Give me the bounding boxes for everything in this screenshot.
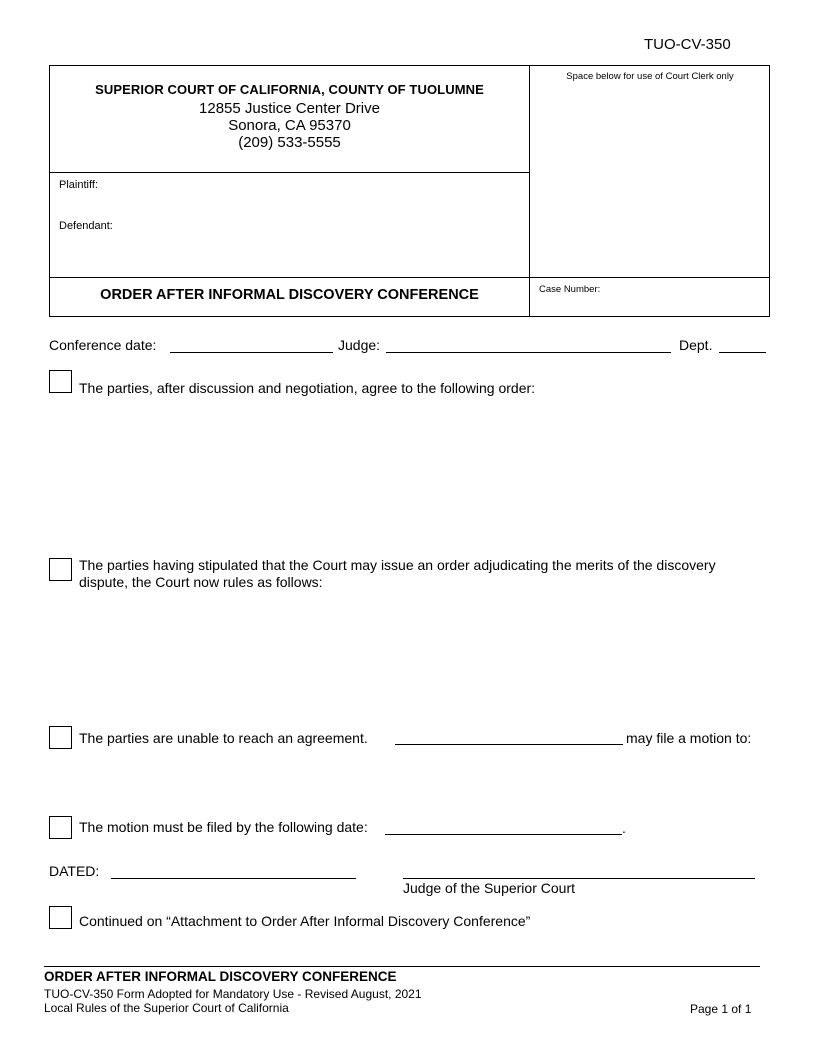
horizontal-divider-title: [50, 277, 770, 278]
caption-box: [49, 65, 770, 317]
unable-text: The parties are unable to reach an agreement.: [79, 730, 368, 746]
court-info: [50, 82, 529, 151]
unable-suffix-text: may file a motion to:: [626, 730, 752, 746]
horizontal-divider-court: [50, 172, 530, 173]
judge-signature-label: Judge of the Superior Court: [403, 880, 575, 896]
court-name: SUPERIOR COURT OF CALIFORNIA, COUNTY OF TUOLUMNE: [95, 82, 484, 97]
footer-title: ORDER AFTER INFORMAL DISCOVERY CONFERENCE: [44, 969, 397, 984]
plaintiff-label: Plaintiff:: [59, 179, 98, 191]
stipulated-text-line1: The parties having stipulated that the Court may issue an order adjudicating the merits of the discovery: [79, 557, 716, 573]
footer-divider: [44, 966, 760, 967]
document-title: ORDER AFTER INFORMAL DISCOVERY CONFERENCE: [100, 287, 479, 303]
stipulated-text-line2: dispute, the Court now rules as follows:: [79, 574, 323, 590]
page-number: Page 1 of 1: [690, 1002, 752, 1016]
judge-label: Judge:: [338, 337, 381, 353]
court-address-line1: 12855 Justice Center Drive: [199, 100, 380, 117]
footer-local-rules: Local Rules of the Superior Court of California: [44, 1001, 289, 1015]
motion-deadline-field[interactable]: [385, 834, 622, 835]
court-phone: (209) 533-5555: [238, 134, 341, 151]
vertical-divider: [529, 66, 530, 316]
unable-checkbox[interactable]: [49, 726, 72, 749]
clerk-note: Space below for use of Court Clerk only: [566, 71, 734, 82]
defendant-label: Defendant:: [59, 220, 113, 232]
judge-field[interactable]: [386, 352, 671, 353]
conference-date-field[interactable]: [170, 352, 333, 353]
form-id: TUO-CV-350: [644, 36, 731, 53]
motion-deadline-checkbox[interactable]: [49, 816, 72, 839]
footer-form-info: TUO-CV-350 Form Adopted for Mandatory Use - Revised August, 2021: [44, 987, 422, 1001]
case-number-label: Case Number:: [539, 284, 601, 295]
agree-checkbox[interactable]: [49, 370, 72, 393]
stipulated-checkbox[interactable]: [49, 558, 72, 581]
motion-deadline-text: The motion must be filed by the following date:: [79, 819, 368, 835]
continued-checkbox[interactable]: [49, 906, 72, 929]
continued-text: Continued on “Attachment to Order After Informal Discovery Conference”: [79, 913, 531, 929]
judge-signature-field[interactable]: [403, 878, 755, 879]
motion-deadline-period: .: [622, 820, 626, 836]
conference-date-label: Conference date:: [49, 337, 157, 353]
moving-party-field[interactable]: [395, 744, 623, 745]
court-address-line2: Sonora, CA 95370: [228, 117, 351, 134]
dated-field[interactable]: [111, 878, 356, 879]
dept-label: Dept.: [679, 337, 713, 353]
dated-label: DATED:: [49, 863, 100, 879]
dept-field[interactable]: [719, 352, 766, 353]
agree-text: The parties, after discussion and negotiation, agree to the following order:: [79, 380, 536, 396]
